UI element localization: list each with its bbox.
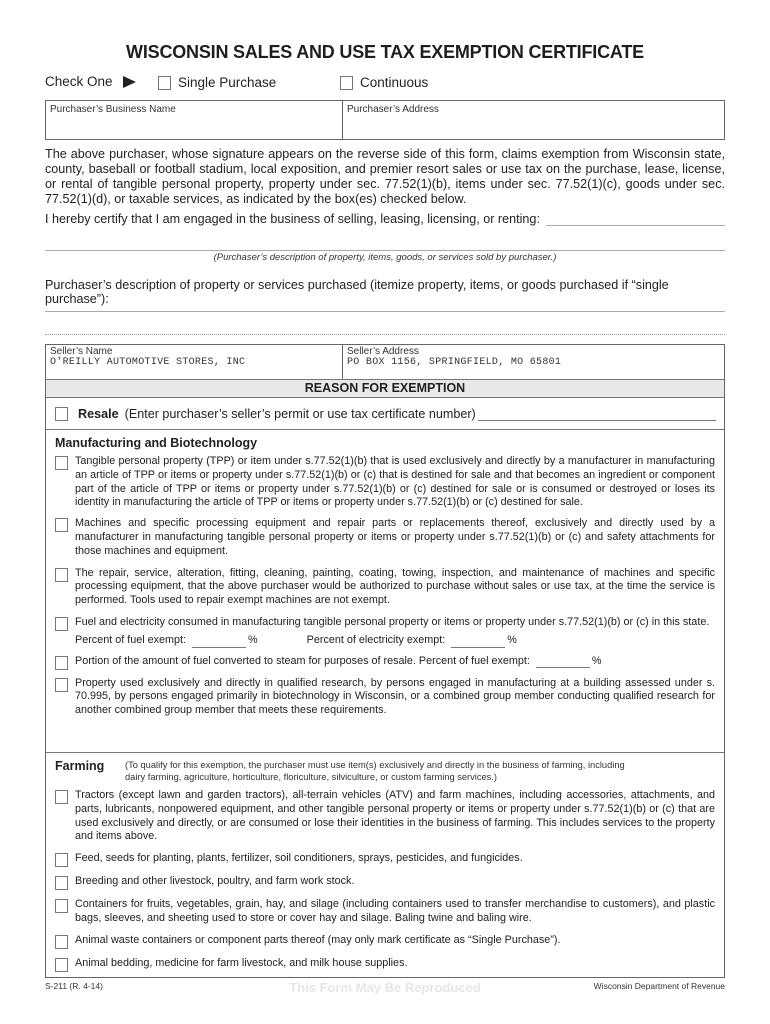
electricity-percent-sign: %	[507, 633, 517, 646]
certify-input[interactable]	[546, 212, 725, 226]
resale-row	[46, 398, 724, 430]
manufacturing-item-checkbox[interactable]	[55, 568, 68, 582]
farming-item-checkbox[interactable]	[55, 899, 68, 913]
certify-input-line-2[interactable]	[45, 239, 725, 251]
farming-header-row	[55, 759, 715, 783]
farming-note: (To qualify for this exemption, the purchaser must use item(s) exclusively and directly in the business of farming, including dairy farming, agriculture, horticulture, floriculture, silviculture, or custom farming services.)	[125, 760, 625, 782]
steam-fuel-percent-sign: %	[591, 654, 602, 667]
manufacturing-item-checkbox[interactable]	[55, 678, 68, 692]
form-title: WISCONSIN SALES AND USE TAX EXEMPTION CERTIFICATE	[126, 42, 644, 62]
arrow-right-icon	[123, 76, 136, 88]
purchaser-address-label: Purchaser’s Address	[347, 104, 439, 115]
electricity-percent-input[interactable]	[451, 636, 505, 648]
continuous-option[interactable]	[340, 75, 428, 90]
single-purchase-checkbox[interactable]	[158, 76, 171, 90]
single-purchase-label: Single Purchase	[178, 75, 277, 90]
farming-item	[55, 875, 715, 890]
electricity-percent-label: Percent of electricity exempt:	[306, 633, 446, 646]
farming-item-text: Breeding and other livestock, poultry, and farm work stock.	[75, 875, 355, 888]
farming-section	[46, 753, 724, 972]
farming-item-text: Tractors (except lawn and garden tractors), all-terrain vehicles (ATV) and farm machines, including accessories, attachments, and parts, lubricants, nonpowered equipment, and other tangible personal property or items or property under s.77.52(1)(b) or (c) that are used exclusively and directly, or are consumed or lose their identities in the business of farming. This includes services to the property and items above.	[75, 789, 715, 843]
manufacturing-item-checkbox[interactable]	[55, 656, 68, 670]
seller-and-reason-box	[45, 344, 725, 978]
continuous-label: Continuous	[360, 75, 429, 90]
fuel-electricity-percent-row	[75, 634, 715, 648]
fuel-percent-sign: %	[248, 633, 258, 646]
claim-paragraph: The above purchaser, whose signature appears on the reverse side of this form, claims exemption from Wisconsin state, county, baseball or football stadium, local exposition, and premier resort sales or use tax on the purchase, lease, license, or rental of tangible personal property, property under sec. 77.52(1)(b), items under sec. 77.52(1)(c), goods under sec. 77.52(1)(d), or taxable services, as indicated by the box(es) checked below.	[45, 147, 725, 206]
manufacturing-item	[55, 677, 715, 718]
farming-item	[55, 934, 715, 949]
fuel-percent-label: Percent of fuel exempt:	[75, 633, 187, 646]
form-number: S-211 (R. 4-14)	[45, 981, 103, 991]
steam-fuel-text: Portion of the amount of fuel converted to steam for purposes of resale. Percent of fuel exempt:	[75, 654, 530, 667]
manufacturing-item-checkbox[interactable]	[55, 518, 68, 532]
farming-item-checkbox[interactable]	[55, 853, 68, 867]
farming-item	[55, 957, 715, 972]
purchaser-business-name-label: Purchaser’s Business Name	[50, 104, 176, 115]
certify-label: I hereby certify that I am engaged in the business of selling, leasing, licensing, or renting:	[45, 212, 540, 226]
manufacturing-heading: Manufacturing and Biotechnology	[55, 436, 258, 450]
check-one-label: Check One	[45, 74, 113, 89]
farming-item-checkbox[interactable]	[55, 935, 68, 949]
seller-info-row	[46, 345, 724, 380]
manufacturing-item	[55, 616, 715, 648]
seller-name-value: O'REILLY AUTOMOTIVE STORES, INC	[50, 357, 246, 368]
manufacturing-item-text: The repair, service, alteration, fitting, cleaning, painting, coating, towing, inspection, and maintenance of machines and specific processing equipment, that the above purchaser would be authorized to purchase without sales or use tax, at the time the service is performed. Tools used to repair exempt machines are not exempt.	[75, 566, 715, 607]
resale-description: (Enter purchaser’s seller’s permit or use tax certificate number)	[124, 406, 476, 421]
purchased-description-label: Purchaser’s description of property or services purchased (itemize property, items, or goods purchased if “single purchase”):	[45, 278, 669, 306]
fuel-percent-input[interactable]	[192, 636, 246, 648]
manufacturing-item-text: Fuel and electricity consumed in manufacturing tangible personal property or items or property under s.77.52(1)(b) or (c) in this state.	[75, 615, 710, 628]
manufacturing-item-text: Machines and specific processing equipment and repair parts or replacements thereof, exclusively and directly used by a manufacturer in manufacturing tangible personal property or items or property under s.77.52(1)(b) or (c) and safety attachments for those machines and equipment.	[75, 517, 715, 557]
manufacturing-item	[55, 567, 715, 608]
farming-item-text: Animal bedding, medicine for farm livestock, and milk house supplies.	[75, 956, 408, 969]
farming-item	[55, 852, 715, 867]
sold-description-caption: (Purchaser’s description of property, items, goods, or services sold by purchaser.)	[213, 252, 557, 263]
resale-checkbox[interactable]	[55, 407, 68, 421]
check-one-row	[45, 74, 136, 89]
manufacturing-section	[46, 430, 724, 753]
manufacturing-item-text: Tangible personal property (TPP) or item under s.77.52(1)(b) that is used exclusively and directly by a manufacturer in manufacturing an article of TPP or items or property under s.77.52(1)(b) or (c) that is destined for sale and that becomes an ingredient or component part of the article of TPP or items or property under s.77.52(1)(b) or (c) destined for sale or is consumed or destroyed or loses its identity in manufacturing the article of TPP or items or property under s.77.52(1)(b) or (c) destined for sale.	[75, 455, 715, 509]
resale-label: Resale	[78, 406, 119, 421]
purchased-description-input-1[interactable]	[45, 300, 725, 312]
farming-item-checkbox[interactable]	[55, 958, 68, 972]
purchaser-info-box	[45, 100, 725, 140]
resale-permit-number-input[interactable]	[478, 407, 716, 421]
farming-item	[55, 789, 715, 844]
farming-heading: Farming	[55, 759, 105, 773]
seller-name-label: Seller’s Name	[50, 346, 113, 357]
farming-item	[55, 898, 715, 926]
manufacturing-item-text: Property used exclusively and directly in qualified research, by persons engaged in manufacturing at a building assessed under s. 70.995, by persons engaged primarily in biotechnology in Wisconsin, or a combined group member conducting qualified research for another combined group member that meets these requirements.	[75, 676, 715, 717]
agency-name: Wisconsin Department of Revenue	[593, 981, 725, 991]
purchased-description-input-2[interactable]	[45, 334, 725, 335]
farming-item-text: Feed, seeds for planting, plants, fertilizer, soil conditioners, sprays, pesticides, and fungicides.	[75, 852, 523, 865]
farming-item-checkbox[interactable]	[55, 790, 68, 804]
farming-item-text: Animal waste containers or component parts thereof (may only mark certificate as “Single Purchase”).	[75, 933, 561, 946]
purchaser-business-name-field[interactable]	[46, 101, 343, 139]
reproduced-note: This Form May Be Reproduced	[289, 980, 481, 995]
certify-row	[45, 212, 725, 226]
seller-address-label: Seller’s Address	[347, 346, 419, 357]
farming-item-checkbox[interactable]	[55, 876, 68, 890]
seller-address-value: PO BOX 1156, SPRINGFIELD, MO 65801	[347, 357, 562, 368]
manufacturing-item-checkbox[interactable]	[55, 617, 68, 631]
continuous-checkbox[interactable]	[340, 76, 353, 90]
purchaser-address-field[interactable]	[343, 101, 724, 139]
farming-item-text: Containers for fruits, vegetables, grain, hay, and silage (including containers used to transfer merchandise to customers), and plastic bags, sleeves, and sheeting used to store or cover hay and silage. Baling twine and baling wire.	[75, 898, 715, 924]
seller-address-field[interactable]	[343, 345, 724, 379]
manufacturing-item-checkbox[interactable]	[55, 456, 68, 470]
manufacturing-item	[55, 517, 715, 558]
steam-fuel-percent-input[interactable]	[536, 656, 590, 668]
single-purchase-option[interactable]	[158, 75, 276, 90]
seller-name-field[interactable]	[46, 345, 343, 379]
reason-for-exemption-header: REASON FOR EXEMPTION	[46, 380, 724, 398]
manufacturing-item	[55, 455, 715, 510]
manufacturing-item	[55, 655, 715, 670]
